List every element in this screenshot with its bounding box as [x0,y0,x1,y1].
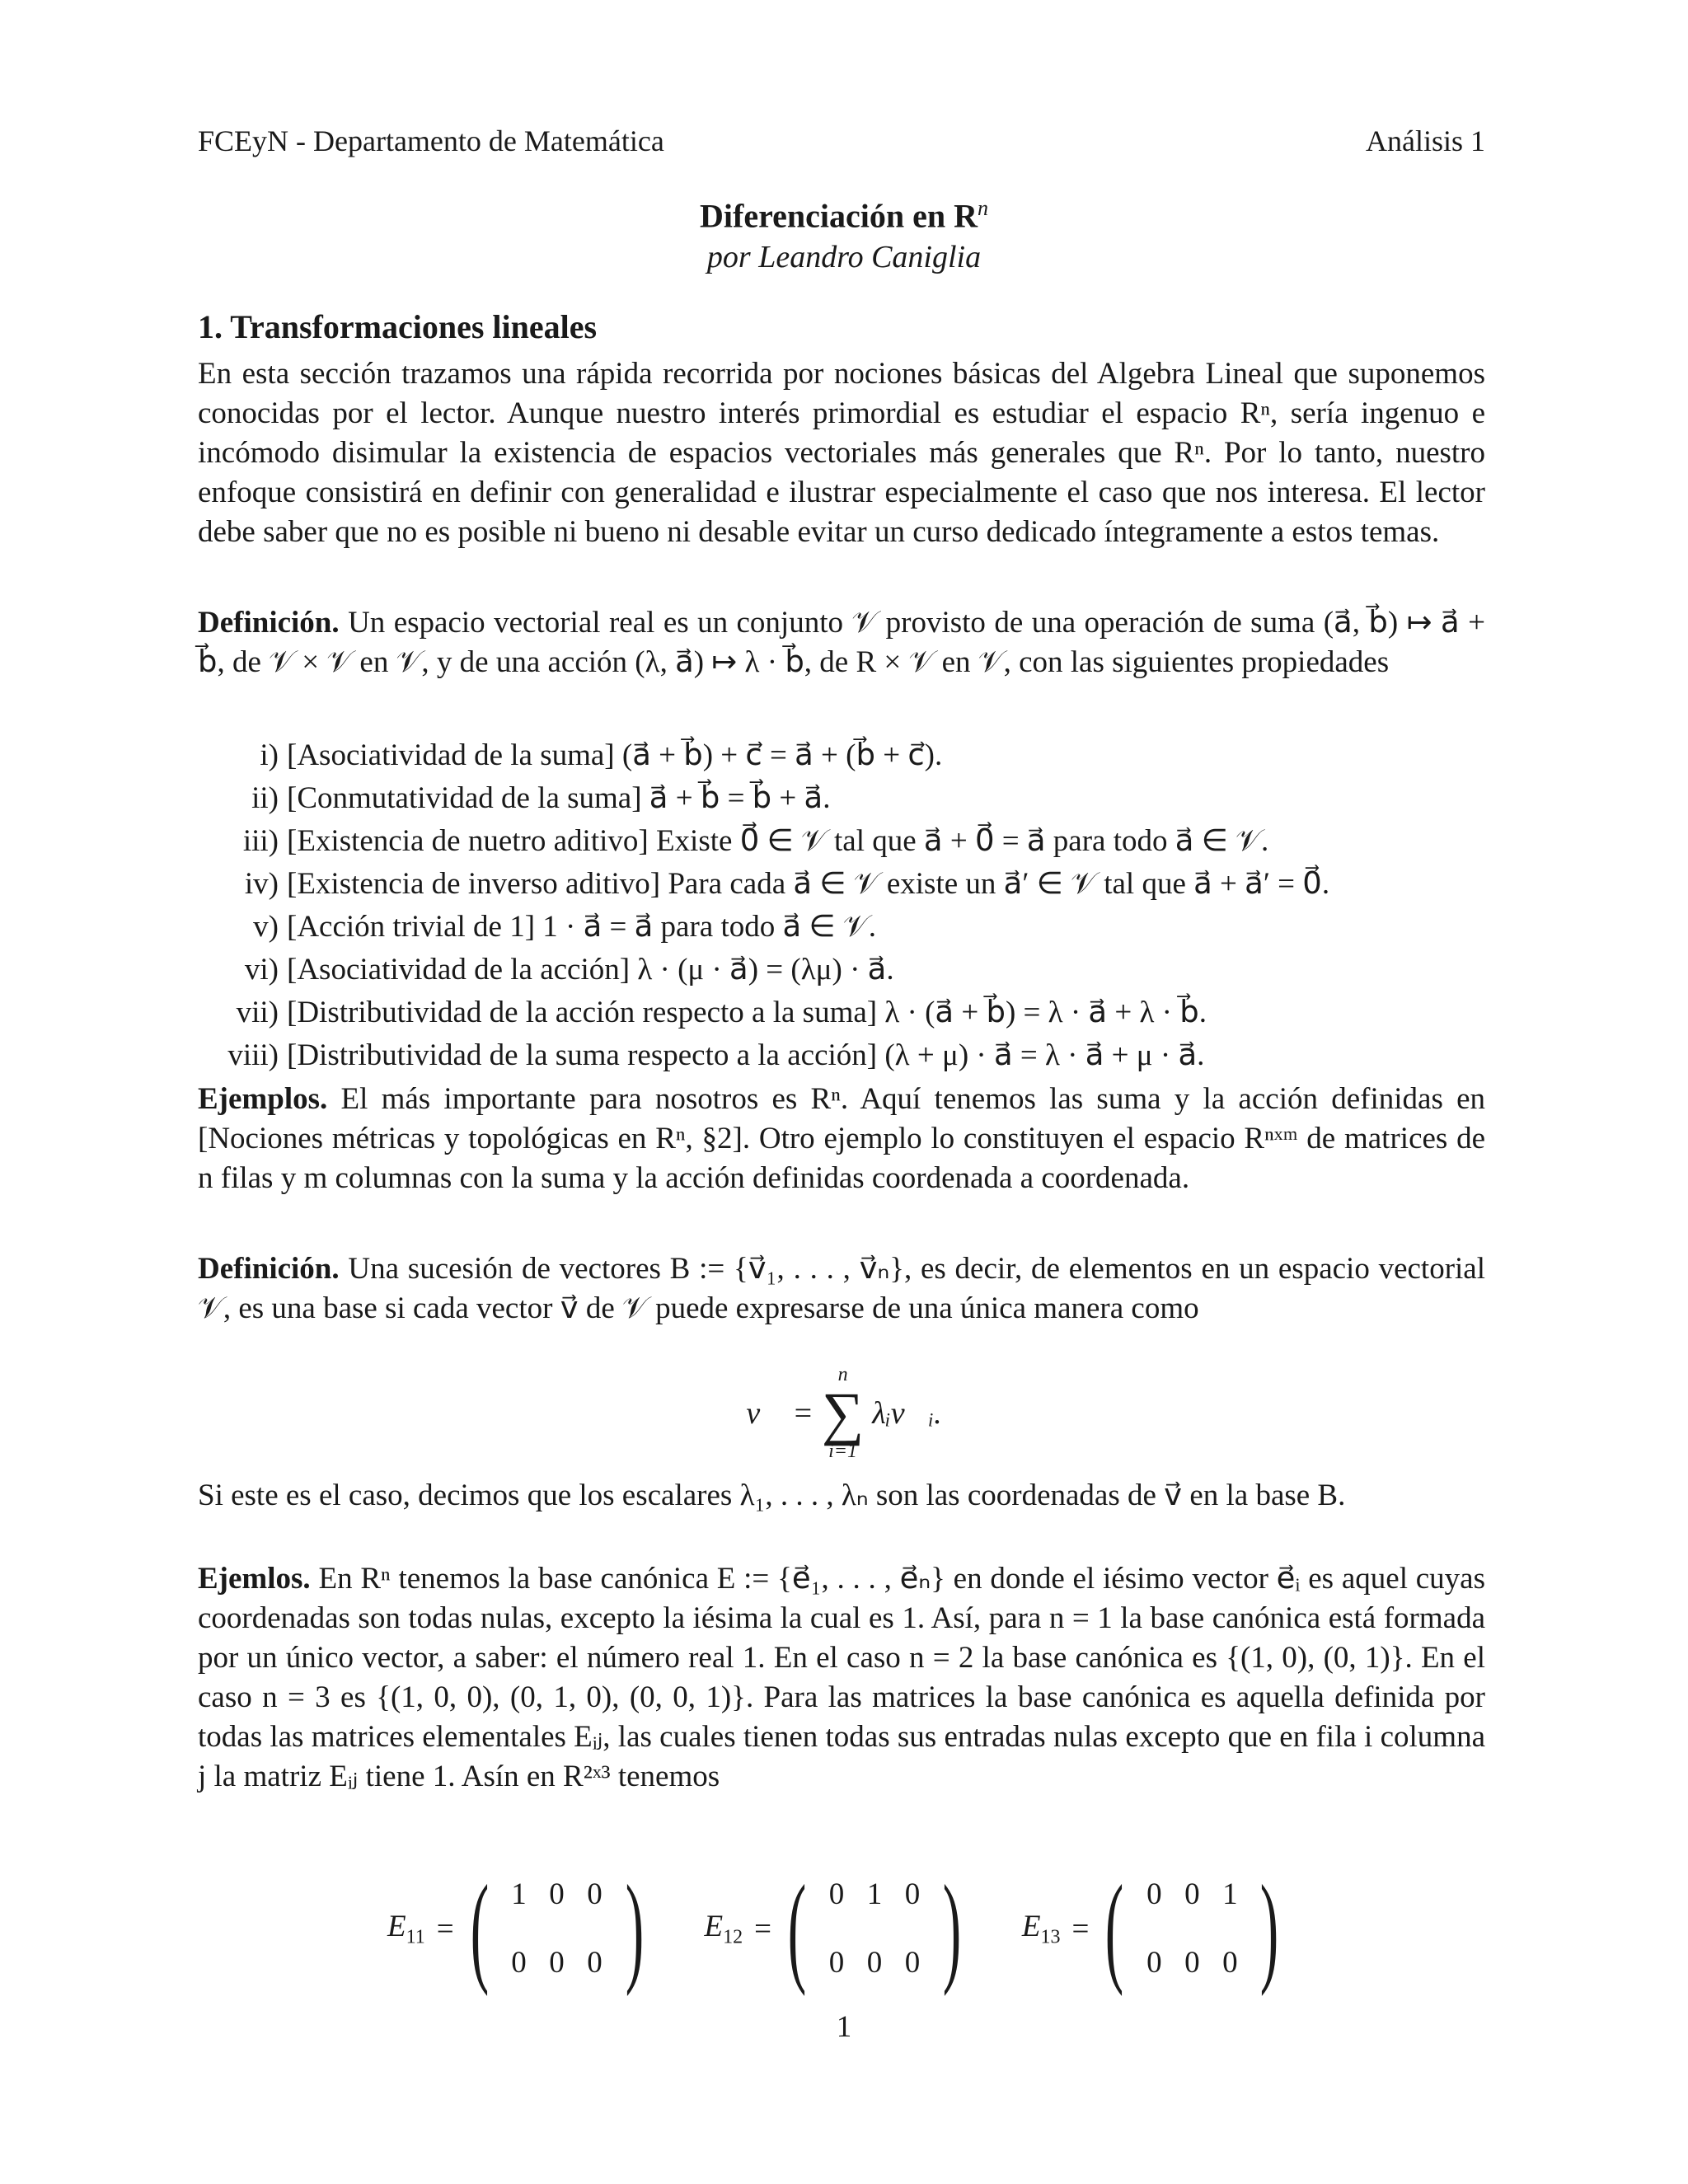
property-item [198,733,1485,776]
property-item [198,905,1485,948]
property-number: v) [253,909,279,944]
matrix-entry: 1 [1222,1877,1238,1911]
property-number: ii) [251,780,279,815]
matrix-entry: 0 [828,1877,845,1911]
definition-text: Una sucesión de vectores B := {v⃗₁, . . . , v⃗ₙ}, es decir, de elementos en un espacio vectorial 𝒱, es una base si cada vector v⃗ de 𝒱 puede expresarse de una única manera como [198,1252,1486,1325]
author-line: por Leandro Caniglia [706,240,982,274]
matrix-label: E [704,1909,724,1943]
property-item [198,776,1485,819]
summation-symbol [822,1364,864,1463]
right-paren: ) [942,1860,962,1997]
page-number: 1 [836,2010,852,2044]
basis-formula [0,1364,1688,1463]
sum-upper-limit: n [837,1364,848,1385]
property-item [198,862,1485,905]
running-header [198,124,1485,158]
formula-lhs: v⃗ = [746,1396,814,1431]
property-item [198,991,1485,1033]
property-text: [Conmutatividad de la suma] a⃗ + b⃗ = b⃗ + a⃗. [287,781,831,815]
matrix-entry: 0 [1184,1946,1200,1980]
equals-sign: = [754,1911,771,1946]
property-number: iii) [242,823,279,858]
property-number: vii) [236,995,279,1029]
title-superscript: n [977,196,988,220]
examples-text: El más importante para nosotros es Rⁿ. Aquí tenemos las suma y la acción definidas en [Nociones métricas y topológicas en Rⁿ, §2]. Otro ejemplo lo constituyen el espacio Rⁿˣᵐ de matrices de n filas y m columnas con la suma y la acción definidas coordenada a coordenada. [198,1082,1485,1195]
equals-sign: = [436,1911,454,1946]
matrix-entry: 0 [587,1877,603,1911]
definition-basis [198,1249,1485,1329]
title-text: Diferenciación en R [700,197,978,235]
definition-label: Definición. [198,1252,340,1286]
property-text: [Existencia de nuetro aditivo] Existe 0⃗ ∈ 𝒱 tal que a⃗ + 0⃗ = a⃗ para todo a⃗ ∈ 𝒱. [287,824,1269,858]
matrix-label: E [387,1909,406,1943]
property-text: [Acción trivial de 1] 1 · a⃗ = a⃗ para todo a⃗ ∈ 𝒱. [287,910,876,944]
elementary-matrices [387,1860,1376,1997]
property-number: vi) [244,952,279,987]
property-number: viii) [227,1038,279,1072]
left-paren: ( [1105,1860,1124,1997]
document-title [0,196,1688,235]
matrix-subscript: 11 [406,1926,425,1948]
property-item [198,819,1485,862]
property-text: [Distributividad de la suma respecto a la acción] (λ + μ) · a⃗ = λ · a⃗ + μ · a⃗. [287,1038,1205,1072]
property-text: [Distributividad de la acción respecto a la suma] λ · (a⃗ + b⃗) = λ · a⃗ + λ · b⃗. [287,996,1207,1029]
header-course: Análisis 1 [1365,124,1485,157]
matrix-entry: 0 [1146,1946,1162,1980]
matrix-entry: 0 [904,1877,921,1911]
definition-text: Un espacio vectorial real es un conjunto 𝒱 provisto de una operación de suma (a⃗, b⃗) ↦ a⃗ + b⃗, de 𝒱 × 𝒱 en 𝒱, y de una acción (λ, a⃗) ↦ λ · b⃗, de R × 𝒱 en 𝒱, con las siguientes propiedades [198,606,1486,679]
examples-label: Ejemlos. [198,1562,311,1596]
canonical-basis-paragraph [198,1559,1485,1797]
matrix-subscript: 13 [1040,1926,1061,1948]
matrix-e13 [1021,1860,1290,1997]
matrix-entry: 0 [904,1946,921,1980]
equals-sign: = [1071,1911,1090,1946]
property-text: [Asociatividad de la acción] λ · (μ · a⃗) = (λμ) · a⃗. [287,953,894,987]
property-item [198,948,1485,991]
matrix-entry: 0 [1184,1877,1200,1911]
examples-paragraph [198,1080,1485,1198]
matrix-entry: 0 [549,1877,565,1911]
matrix-entry: 0 [1146,1877,1162,1911]
section-heading: 1. Transformaciones lineales [198,308,598,345]
examples-label: Ejemplos. [198,1082,328,1116]
property-number: i) [260,738,279,772]
examples-text: En Rⁿ tenemos la base canónica E := {e⃗₁, . . . , e⃗ₙ} en donde el iésimo vector e⃗ᵢ es aquel cuyas coordenadas son todas nulas, excepto la iésima la cual es 1. Así, para n = 1 la base canónica está formada por un único vector, a saber: el número real 1. En el caso n = 2 la base canónica es {(1, 0), (0, 1)}. En el caso n = 3 es {(1, 0, 0), (0, 1, 0), (0, 0, 1)}. Para las matrices la base canónica es aquella definida por todas las matrices elementales Eᵢⱼ, las cuales tienen todas sus entradas nulas excepto que en fila i columna j la matriz Eᵢⱼ tiene 1. Asín en R²ˣ³ tenemos [198,1562,1486,1793]
header-department: FCEyN - Departamento de Matemática [198,124,664,157]
matrix-entry: 0 [587,1946,603,1980]
property-number: iv) [244,866,279,901]
properties-list [198,733,1485,1076]
right-paren: ) [1260,1860,1279,1997]
matrix-subscript: 12 [723,1926,743,1948]
coordinates-paragraph: Si este es el caso, decimos que los escalares λ₁, . . . , λₙ son las coordenadas de v⃗ en la base B. [198,1479,1346,1512]
formula-rhs: λᵢv⃗ᵢ. [872,1396,942,1431]
definition-vector-space [198,603,1485,682]
matrix-e11 [387,1860,655,1997]
matrix-entry: 1 [511,1877,527,1911]
matrix-entry: 0 [549,1946,565,1980]
definition-label: Definición. [198,606,340,640]
matrix-entry: 0 [1222,1946,1238,1980]
right-paren: ) [625,1860,644,1997]
property-item [198,1033,1485,1076]
sum-lower-limit: i=1 [828,1441,858,1462]
sigma-glyph: ∑ [821,1380,865,1446]
matrix-entry: 0 [828,1946,845,1980]
left-paren: ( [787,1860,807,1997]
matrix-entry: 0 [866,1946,883,1980]
matrix-entry: 0 [511,1946,527,1980]
property-text: [Existencia de inverso aditivo] Para cada a⃗ ∈ 𝒱 existe un a⃗′ ∈ 𝒱 tal que a⃗ + a⃗′ = 0⃗. [287,867,1330,901]
matrix-e12 [704,1860,973,1997]
matrix-entry: 1 [866,1877,883,1911]
intro-paragraph: En esta sección trazamos una rápida recorrida por nociones básicas del Algebra Lineal que suponemos conocidas por el lector. Aunque nuestro interés primordial es estudiar el espacio Rⁿ, sería ingenuo e incómodo disimular la existencia de espacios vectoriales más generales que Rⁿ. Por lo tanto, nuestro enfoque consistirá en definir con generalidad e ilustrar especialmente el caso que nos interesa. El lector debe saber que no es posible ni bueno ni desable evitar un curso dedicado íntegramente a estos temas. [198,357,1485,549]
property-text: [Asociatividad de la suma] (a⃗ + b⃗) + c⃗ = a⃗ + (b⃗ + c⃗). [287,738,943,772]
matrix-label: E [1021,1909,1041,1943]
left-paren: ( [470,1860,489,1997]
